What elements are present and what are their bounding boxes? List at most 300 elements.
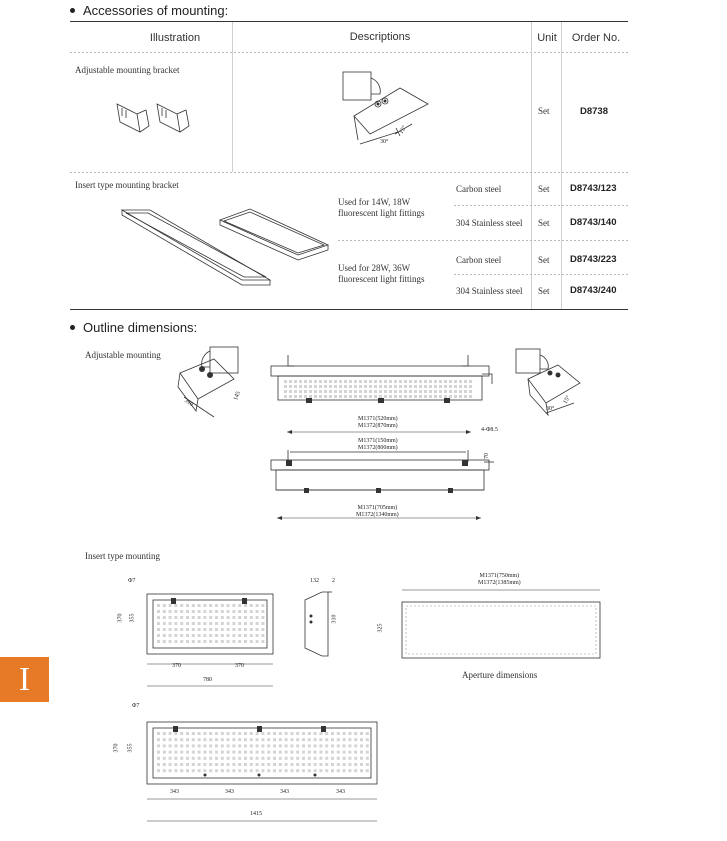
dim-top-label <box>358 416 398 430</box>
led-dot <box>279 757 282 760</box>
led-dot <box>404 395 407 398</box>
led-dot <box>273 757 276 760</box>
led-dot <box>174 769 177 772</box>
led-dot <box>232 610 235 613</box>
led-dot <box>180 732 183 735</box>
accessories-heading <box>70 3 228 18</box>
led-dot <box>299 380 302 383</box>
led-dot <box>157 628 160 631</box>
led-dot <box>227 738 230 741</box>
led-dot <box>324 385 327 388</box>
dim-bottom-m1371: M1371(705mm) <box>357 505 398 511</box>
led-dot <box>232 738 235 741</box>
led-dot <box>221 763 224 766</box>
order-d8743-123: D8743/123 <box>570 183 617 194</box>
led-dot <box>192 634 195 637</box>
led-dot <box>290 763 293 766</box>
led-dot <box>186 628 189 631</box>
led-dot <box>399 395 402 398</box>
led-dot <box>289 380 292 383</box>
led-dot <box>238 769 241 772</box>
led-dot <box>359 395 362 398</box>
dim-145: 145 <box>233 390 242 402</box>
led-dot <box>334 380 337 383</box>
hole-spec: 4-Φ8.5 <box>481 427 498 433</box>
led-dot <box>369 385 372 388</box>
led-dot <box>343 757 346 760</box>
led-dot <box>384 390 387 393</box>
seg-2: 343 <box>225 789 234 795</box>
led-dot <box>256 616 259 619</box>
led-dot <box>261 751 264 754</box>
led-dot <box>296 732 299 735</box>
led-dot <box>454 390 457 393</box>
led-dot <box>198 757 201 760</box>
led-dot <box>299 385 302 388</box>
led-dot <box>157 604 160 607</box>
led-dot <box>334 385 337 388</box>
led-dot <box>192 610 195 613</box>
led-dot <box>331 744 334 747</box>
led-dot <box>238 610 241 613</box>
led-dot <box>261 732 264 735</box>
led-dot <box>364 395 367 398</box>
dim-half-b: 370 <box>235 663 244 669</box>
led-dot <box>163 738 166 741</box>
led-dot <box>339 390 342 393</box>
led-dot <box>157 751 160 754</box>
dim-top-arrow <box>285 430 475 434</box>
led-dot <box>389 385 392 388</box>
led-dot <box>309 395 312 398</box>
led-dot <box>261 616 264 619</box>
led-dot <box>459 395 462 398</box>
led-dot <box>244 744 247 747</box>
led-dot <box>290 732 293 735</box>
led-dot <box>221 751 224 754</box>
led-dot <box>369 380 372 383</box>
led-dot <box>360 744 363 747</box>
led-dot <box>163 634 166 637</box>
led-dot <box>227 769 230 772</box>
led-dot <box>203 640 206 643</box>
led-dot <box>314 732 317 735</box>
dim-bottom-m1372: M1372(1340mm) <box>356 512 399 518</box>
led-dot <box>409 395 412 398</box>
led-dot <box>209 757 212 760</box>
led-dot <box>163 604 166 607</box>
led-dot <box>296 744 299 747</box>
material-stainless-2: 304 Stainless steel <box>456 286 523 296</box>
led-dot <box>169 628 172 631</box>
dim-310: 310 <box>183 397 194 409</box>
led-dot <box>261 763 264 766</box>
led-dot <box>169 751 172 754</box>
led-dot <box>209 732 212 735</box>
aperture-h: 325 <box>377 623 384 633</box>
led-dot <box>464 380 467 383</box>
led-dot <box>284 380 287 383</box>
header-order: Order No. <box>571 32 621 44</box>
led-dot <box>232 604 235 607</box>
led-dot <box>354 395 357 398</box>
long-total-arrow <box>145 819 380 823</box>
aperture-label: Aperture dimensions <box>462 670 538 680</box>
unit-d8743-223: Set <box>538 255 550 265</box>
led-dot <box>284 390 287 393</box>
led-dot <box>250 751 253 754</box>
led-dot <box>289 390 292 393</box>
led-dot <box>221 640 224 643</box>
led-dot <box>348 769 351 772</box>
dim-780: 780 <box>203 677 212 683</box>
led-dot <box>399 380 402 383</box>
led-dot <box>354 757 357 760</box>
led-dot <box>364 390 367 393</box>
led-dot <box>250 763 253 766</box>
led-dot <box>429 380 432 383</box>
led-dot <box>273 732 276 735</box>
led-dot <box>279 751 282 754</box>
section-tab-letter: I <box>18 660 31 698</box>
led-dot <box>434 395 437 398</box>
led-dot <box>434 385 437 388</box>
led-dot <box>424 385 427 388</box>
led-dot <box>203 769 206 772</box>
led-dot <box>244 628 247 631</box>
led-dot <box>221 622 224 625</box>
led-dot <box>169 634 172 637</box>
led-dot <box>261 738 264 741</box>
adjustable-bracket-label: Adjustable mounting bracket <box>75 65 180 75</box>
led-dot <box>439 380 442 383</box>
led-dot <box>354 385 357 388</box>
led-dot <box>186 763 189 766</box>
led-dot <box>267 769 270 772</box>
led-dot <box>261 640 264 643</box>
led-dot <box>404 385 407 388</box>
dim-370-370-arrow <box>145 662 275 666</box>
led-dot <box>360 757 363 760</box>
order-d8743-223: D8743/223 <box>570 254 617 265</box>
led-dot <box>267 757 270 760</box>
led-dot <box>374 395 377 398</box>
led-dot <box>215 610 218 613</box>
led-dot <box>304 390 307 393</box>
led-dot <box>244 769 247 772</box>
led-dot <box>309 385 312 388</box>
led-dot <box>221 769 224 772</box>
led-dot <box>308 744 311 747</box>
led-dot <box>244 738 247 741</box>
led-dot <box>250 604 253 607</box>
led-dot <box>232 744 235 747</box>
dim-370: 370 <box>117 613 124 623</box>
led-dot <box>319 395 322 398</box>
led-dot <box>308 769 311 772</box>
side-profile-drawing <box>302 590 342 660</box>
led-dot <box>256 732 259 735</box>
long-355: 355 <box>127 743 134 753</box>
led-dot <box>180 634 183 637</box>
led-dot <box>232 732 235 735</box>
adjustable-bracket-detail <box>340 70 440 155</box>
led-dot <box>339 395 342 398</box>
led-dot <box>174 763 177 766</box>
dim-132: 132 <box>310 578 319 584</box>
aperture-drawing <box>400 588 604 663</box>
led-dot <box>434 380 437 383</box>
led-dot <box>215 751 218 754</box>
led-dot <box>273 744 276 747</box>
led-dot <box>304 380 307 383</box>
led-dot <box>394 390 397 393</box>
led-dot <box>290 751 293 754</box>
led-dot <box>314 390 317 393</box>
led-dot <box>261 757 264 760</box>
led-dot <box>163 622 166 625</box>
led-dot <box>163 732 166 735</box>
led-dot <box>294 395 297 398</box>
header-unit: Unit <box>537 32 557 44</box>
led-dot <box>394 380 397 383</box>
led-dot <box>215 744 218 747</box>
led-dot <box>285 732 288 735</box>
led-dot <box>444 390 447 393</box>
led-dot <box>180 622 183 625</box>
header-divider <box>70 52 628 53</box>
led-dot <box>203 757 206 760</box>
led-dot <box>169 610 172 613</box>
led-dot <box>215 769 218 772</box>
led-dot <box>215 622 218 625</box>
led-dot <box>221 610 224 613</box>
led-dot <box>348 732 351 735</box>
led-dot <box>256 640 259 643</box>
led-dot <box>261 610 264 613</box>
led-dot <box>289 385 292 388</box>
led-dot <box>169 769 172 772</box>
led-dot <box>319 763 322 766</box>
led-dot <box>209 622 212 625</box>
led-dot <box>215 757 218 760</box>
led-dot <box>198 622 201 625</box>
led-dot <box>198 732 201 735</box>
led-dot <box>308 751 311 754</box>
height-70: 70 <box>484 453 490 459</box>
material-carbon-2: Carbon steel <box>456 255 502 265</box>
led-dot <box>314 769 317 772</box>
led-dot <box>302 732 305 735</box>
led-dot <box>250 738 253 741</box>
led-dot <box>379 395 382 398</box>
insert-bracket-label: Insert type mounting bracket <box>75 180 179 190</box>
led-dot <box>331 769 334 772</box>
led-dot <box>238 751 241 754</box>
led-dot <box>302 744 305 747</box>
led-dot <box>169 757 172 760</box>
led-dot <box>314 757 317 760</box>
led-dot <box>180 640 183 643</box>
led-dot <box>221 757 224 760</box>
adjustable-bracket-drawing <box>112 96 192 141</box>
led-dot <box>337 763 340 766</box>
long-370: 370 <box>113 743 120 753</box>
led-dot <box>360 763 363 766</box>
led-dot <box>250 732 253 735</box>
led-dot <box>444 395 447 398</box>
led-dot <box>250 640 253 643</box>
led-dot <box>469 390 472 393</box>
led-dot <box>273 738 276 741</box>
led-dot <box>409 385 412 388</box>
led-dot <box>285 763 288 766</box>
led-dot <box>180 763 183 766</box>
led-dot <box>449 380 452 383</box>
led-dot <box>308 738 311 741</box>
led-dot <box>366 763 369 766</box>
led-dot <box>163 763 166 766</box>
outline-heading <box>70 320 197 335</box>
led-dot <box>186 751 189 754</box>
led-dot <box>238 744 241 747</box>
led-dot <box>360 769 363 772</box>
led-dot <box>169 622 172 625</box>
led-dot <box>349 385 352 388</box>
led-dot <box>360 738 363 741</box>
led-dot <box>174 628 177 631</box>
adjustable-side-view-left <box>170 345 260 425</box>
led-dot <box>302 769 305 772</box>
led-dot <box>227 751 230 754</box>
led-dot <box>256 738 259 741</box>
dim-mid-m1371: M1371(150mm) <box>358 438 398 444</box>
led-dot <box>238 604 241 607</box>
col-divider-3 <box>561 22 562 309</box>
led-dot <box>429 395 432 398</box>
led-dot <box>157 640 160 643</box>
led-dot <box>180 751 183 754</box>
led-dot <box>186 757 189 760</box>
led-dot <box>296 769 299 772</box>
led-dot <box>319 757 322 760</box>
use-line-1: Used for 28W, 36W <box>338 263 411 273</box>
led-dot <box>343 763 346 766</box>
led-dot <box>227 616 230 619</box>
led-dot <box>163 751 166 754</box>
use-line-2: fluorescent light fittings <box>338 208 425 218</box>
bracket-angle-30: 30° <box>380 139 389 145</box>
led-dot <box>209 628 212 631</box>
dim-310-side: 310 <box>331 614 338 624</box>
led-dot <box>394 395 397 398</box>
led-dot <box>384 380 387 383</box>
led-dot <box>419 390 422 393</box>
led-dot <box>209 763 212 766</box>
led-dot <box>279 738 282 741</box>
led-dot <box>163 757 166 760</box>
led-dot <box>296 757 299 760</box>
led-dot <box>319 738 322 741</box>
led-dot <box>374 390 377 393</box>
led-dot <box>337 732 340 735</box>
long-fixture-drawing <box>145 720 380 786</box>
led-dot <box>227 634 230 637</box>
led-dot <box>354 744 357 747</box>
led-dot <box>369 390 372 393</box>
led-dot <box>366 769 369 772</box>
long-total: 1415 <box>250 811 262 817</box>
led-dot <box>203 763 206 766</box>
dim-half-a: 370 <box>172 663 181 669</box>
led-dot <box>354 751 357 754</box>
led-dot <box>319 385 322 388</box>
led-dot <box>419 395 422 398</box>
led-dot <box>192 751 195 754</box>
led-dot <box>348 744 351 747</box>
led-dot <box>360 732 363 735</box>
material-carbon-1: Carbon steel <box>456 184 502 194</box>
led-dot <box>343 769 346 772</box>
led-dot <box>256 763 259 766</box>
led-dot <box>389 380 392 383</box>
led-dot <box>429 385 432 388</box>
dim-top-m1371: M1371(520mm) <box>358 416 398 422</box>
led-dot <box>180 628 183 631</box>
led-dot <box>349 390 352 393</box>
led-dot <box>209 610 212 613</box>
led-dot <box>424 380 427 383</box>
led-dot <box>227 628 230 631</box>
led-dot <box>348 757 351 760</box>
led-dot <box>221 634 224 637</box>
led-dot <box>186 732 189 735</box>
led-dot <box>294 385 297 388</box>
led-dot <box>180 610 183 613</box>
led-dot <box>198 738 201 741</box>
led-dot <box>331 757 334 760</box>
row-divider-2 <box>454 205 628 206</box>
led-dot <box>454 385 457 388</box>
led-dot <box>169 732 172 735</box>
led-dot <box>238 732 241 735</box>
angle-30: 30° <box>546 406 555 412</box>
led-dot <box>186 622 189 625</box>
led-dot <box>203 744 206 747</box>
led-dot <box>174 732 177 735</box>
led-dot <box>215 628 218 631</box>
led-dot <box>296 751 299 754</box>
led-dot <box>267 751 270 754</box>
adjustable-unit: Set <box>538 106 550 116</box>
led-dot <box>299 390 302 393</box>
led-dot <box>157 616 160 619</box>
led-dot <box>344 385 347 388</box>
led-dot <box>232 616 235 619</box>
led-dot <box>314 395 317 398</box>
phi7: Φ7 <box>128 578 136 584</box>
led-dot <box>238 628 241 631</box>
led-dot <box>198 634 201 637</box>
led-dot <box>337 738 340 741</box>
led-dot <box>232 640 235 643</box>
led-dot <box>192 757 195 760</box>
led-dot <box>261 604 264 607</box>
led-dot <box>290 757 293 760</box>
led-dot <box>273 751 276 754</box>
led-dot <box>464 395 467 398</box>
led-dot <box>324 395 327 398</box>
